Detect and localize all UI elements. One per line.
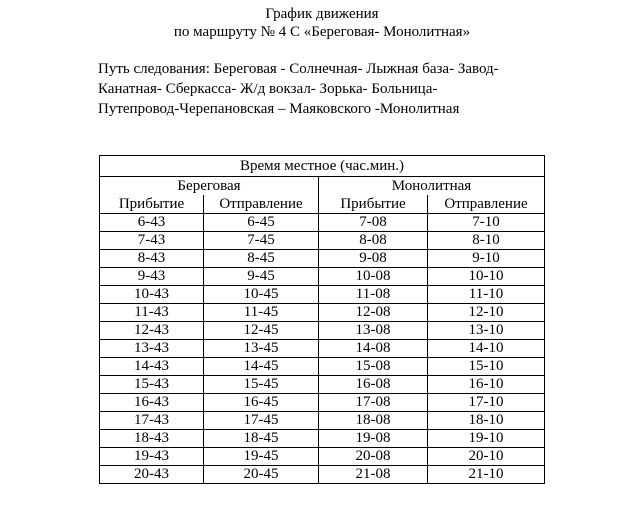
arrival-a-cell: 19-43 bbox=[100, 448, 204, 466]
departure-a-cell: 7-45 bbox=[204, 232, 319, 250]
arrival-b-cell: 14-08 bbox=[319, 340, 428, 358]
table-row bbox=[100, 340, 545, 358]
arrival-a-cell: 10-43 bbox=[100, 286, 204, 304]
departure-a-cell: 18-45 bbox=[204, 430, 319, 448]
table-row bbox=[100, 322, 545, 340]
arrival-a-cell: 11-43 bbox=[100, 304, 204, 322]
departure-a-cell: 17-45 bbox=[204, 412, 319, 430]
arrival-a-cell: 18-43 bbox=[100, 430, 204, 448]
departure-b-cell: 16-10 bbox=[428, 376, 545, 394]
departure-b-cell: 17-10 bbox=[428, 394, 545, 412]
departure-a-cell: 11-45 bbox=[204, 304, 319, 322]
arrival-b-cell: 20-08 bbox=[319, 448, 428, 466]
arrival-a-cell: 20-43 bbox=[100, 466, 204, 484]
table-row bbox=[100, 214, 545, 232]
departure-a-cell: 13-45 bbox=[204, 340, 319, 358]
route-line-1: Путь следования: Береговая - Солнечная- Лыжная база- Завод- bbox=[98, 61, 499, 77]
document-subtitle: по маршруту № 4 С «Береговая- Монолитная» bbox=[173, 24, 471, 40]
departure-a-cell: 16-45 bbox=[204, 394, 319, 412]
departure-a-cell: 20-45 bbox=[204, 466, 319, 484]
table-row bbox=[100, 304, 545, 322]
departure-a-cell: 9-45 bbox=[204, 268, 319, 286]
arrival-b-cell: 19-08 bbox=[319, 430, 428, 448]
arrival-a-cell: 6-43 bbox=[100, 214, 204, 232]
table-row bbox=[100, 376, 545, 394]
departure-b-cell: 9-10 bbox=[428, 250, 545, 268]
table-row bbox=[100, 412, 545, 430]
table-row bbox=[100, 358, 545, 376]
arrival-b-cell: 7-08 bbox=[319, 214, 428, 232]
arrival-b-cell: 17-08 bbox=[319, 394, 428, 412]
departure-a-cell: 6-45 bbox=[204, 214, 319, 232]
arrival-a-cell: 17-43 bbox=[100, 412, 204, 430]
departure-a-cell: 12-45 bbox=[204, 322, 319, 340]
table-row bbox=[100, 466, 545, 484]
document-title: График движения bbox=[265, 6, 379, 22]
table-row bbox=[100, 268, 545, 286]
departure-b-cell: 15-10 bbox=[428, 358, 545, 376]
arrival-a-cell: 9-43 bbox=[100, 268, 204, 286]
col-departure-b: Отправление bbox=[428, 195, 545, 214]
departure-b-cell: 10-10 bbox=[428, 268, 545, 286]
departure-b-cell: 20-10 bbox=[428, 448, 545, 466]
departure-a-cell: 15-45 bbox=[204, 376, 319, 394]
arrival-b-cell: 12-08 bbox=[319, 304, 428, 322]
departure-b-cell: 8-10 bbox=[428, 232, 545, 250]
table-row bbox=[100, 394, 545, 412]
arrival-a-cell: 12-43 bbox=[100, 322, 204, 340]
departure-b-cell: 21-10 bbox=[428, 466, 545, 484]
stop-b-header: Монолитная bbox=[319, 177, 545, 196]
departure-b-cell: 18-10 bbox=[428, 412, 545, 430]
arrival-b-cell: 15-08 bbox=[319, 358, 428, 376]
arrival-b-cell: 11-08 bbox=[319, 286, 428, 304]
route-line-3: Путепровод-Черепановская – Маяковского -Монолитная bbox=[98, 101, 460, 117]
arrival-b-cell: 21-08 bbox=[319, 466, 428, 484]
arrival-a-cell: 7-43 bbox=[100, 232, 204, 250]
table-row bbox=[100, 430, 545, 448]
table-row bbox=[100, 232, 545, 250]
departure-a-cell: 19-45 bbox=[204, 448, 319, 466]
arrival-b-cell: 9-08 bbox=[319, 250, 428, 268]
stop-a-header: Береговая bbox=[100, 177, 319, 196]
arrival-a-cell: 8-43 bbox=[100, 250, 204, 268]
arrival-b-cell: 10-08 bbox=[319, 268, 428, 286]
arrival-a-cell: 16-43 bbox=[100, 394, 204, 412]
arrival-b-cell: 18-08 bbox=[319, 412, 428, 430]
table-row bbox=[100, 448, 545, 466]
arrival-b-cell: 8-08 bbox=[319, 232, 428, 250]
arrival-b-cell: 13-08 bbox=[319, 322, 428, 340]
departure-a-cell: 14-45 bbox=[204, 358, 319, 376]
arrival-a-cell: 13-43 bbox=[100, 340, 204, 358]
route-line-2: Канатная- Сберкасса- Ж/д вокзал- Зорька- Больница- bbox=[98, 81, 438, 97]
departure-a-cell: 8-45 bbox=[204, 250, 319, 268]
departure-b-cell: 14-10 bbox=[428, 340, 545, 358]
arrival-a-cell: 15-43 bbox=[100, 376, 204, 394]
schedule-table bbox=[99, 155, 545, 484]
arrival-b-cell: 16-08 bbox=[319, 376, 428, 394]
col-arrival-a: Прибытие bbox=[100, 195, 204, 214]
departure-b-cell: 12-10 bbox=[428, 304, 545, 322]
departure-b-cell: 19-10 bbox=[428, 430, 545, 448]
arrival-a-cell: 14-43 bbox=[100, 358, 204, 376]
departure-b-cell: 13-10 bbox=[428, 322, 545, 340]
table-row bbox=[100, 250, 545, 268]
col-departure-a: Отправление bbox=[204, 195, 319, 214]
departure-b-cell: 11-10 bbox=[428, 286, 545, 304]
table-caption: Время местное (час.мин.) bbox=[100, 156, 545, 177]
col-arrival-b: Прибытие bbox=[319, 195, 428, 214]
departure-b-cell: 7-10 bbox=[428, 214, 545, 232]
departure-a-cell: 10-45 bbox=[204, 286, 319, 304]
table-row bbox=[100, 286, 545, 304]
